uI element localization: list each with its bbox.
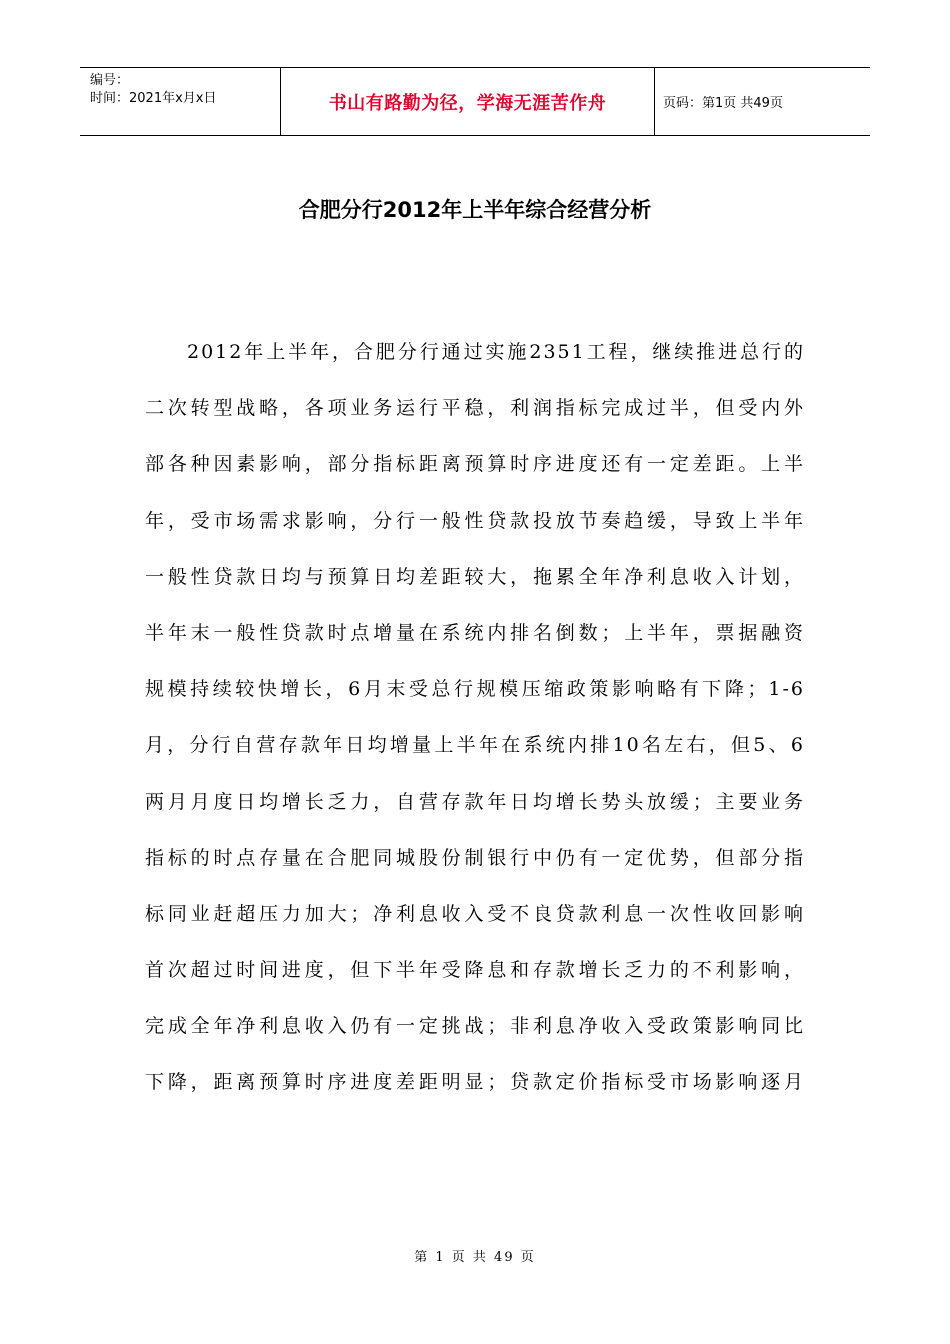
document-header <box>80 67 870 136</box>
body-line: 首次超过时间进度，但下半年受降息和存款增长乏力的不利影响， <box>145 959 805 982</box>
body-line: 月，分行自营存款年日均增量上半年在系统内排10名左右，但5、6 <box>145 734 805 757</box>
body-line: 2012年上半年，合肥分行通过实施2351工程，继续推进总行的 <box>187 341 805 363</box>
body-line: 指标的时点存量在合肥同城股份制银行中仍有一定优势，但部分指 <box>145 846 805 869</box>
header-meta <box>80 68 281 135</box>
header-page-info: 页码：第1页 共49页 <box>663 96 783 111</box>
body-line: 年，受市场需求影响，分行一般性贷款投放节奏趋缓，导致上半年 <box>145 509 805 532</box>
page-footer: 第 1 页 共 49 页 <box>414 1250 536 1265</box>
body-line: 标同业赶超压力加大；净利息收入受不良贷款利息一次性收回影响 <box>145 902 805 925</box>
body-line: 完成全年净利息收入仍有一定挑战；非利息净收入受政策影响同比 <box>145 1015 805 1038</box>
body-line: 规模持续较快增长，6月末受总行规模压缩政策影响略有下降；1-6 <box>145 678 805 701</box>
body-line: 两月月度日均增长乏力，自营存款年日均增长势头放缓；主要业务 <box>145 790 805 813</box>
body-line: 下降，距离预算时序进度差距明显；贷款定价指标受市场影响逐月 <box>145 1071 805 1094</box>
document-title: 合肥分行2012年上半年综合经营分析 <box>298 198 652 222</box>
date-label: 时间：2021年x月x日 <box>90 91 217 106</box>
header-motto: 书山有路勤为径，学海无涯苦作舟 <box>281 68 655 135</box>
body-line: 一般性贷款日均与预算日均差距较大，拖累全年净利息收入计划， <box>145 565 805 588</box>
body-line: 二次转型战略，各项业务运行平稳，利润指标完成过半，但受内外 <box>145 397 805 420</box>
body-line: 半年末一般性贷款时点增量在系统内排名倒数；上半年，票据融资 <box>145 621 805 644</box>
number-label: 编号： <box>90 73 130 88</box>
document-body <box>145 338 805 1125</box>
body-line: 部各种因素影响，部分指标距离预算时序进度还有一定差距。上半 <box>145 453 805 476</box>
